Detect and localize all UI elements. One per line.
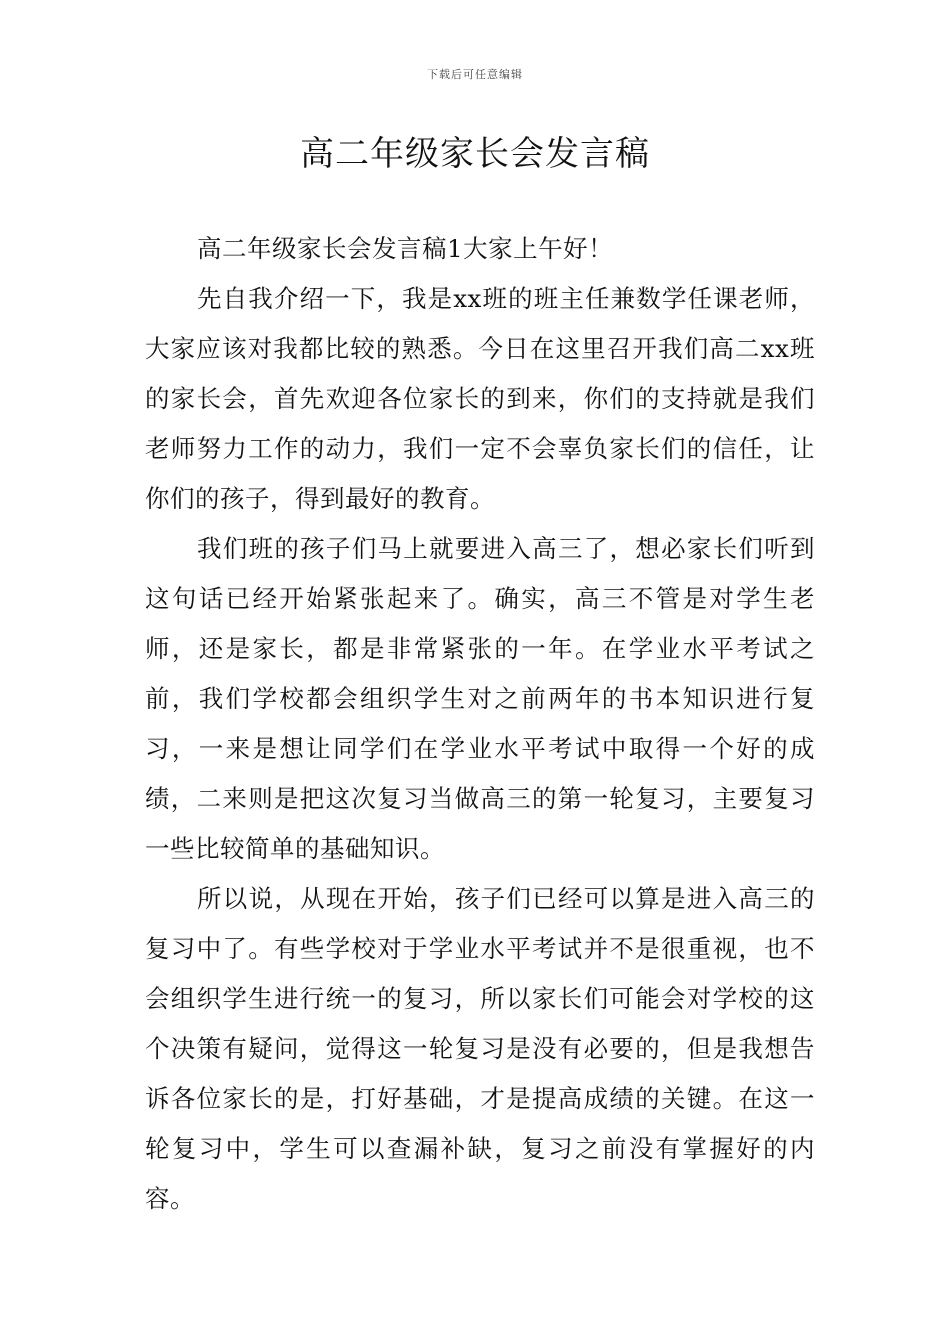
paragraph: 我们班的孩子们马上就要进入高三了，想必家长们听到这句话已经开始紧张起来了。确实，高三不管是对学生老师，还是家长，都是非常紧张的一年。在学业水平考试之前，我们学校都会组织学生对之前两年的书本知识进行复习，一来是想让同学们在学业水平考试中取得一个好的成绩，二来则是把这次复习当做高三的第一轮复习，主要复习一些比较简单的基础知识。 (145, 534, 815, 863)
paragraph: 所以说，从现在开始，孩子们已经可以算是进入高三的复习中了。有些学校对于学业水平考试并不是很重视，也不会组织学生进行统一的复习，所以家长们可能会对学校的这个决策有疑问，觉得这一轮复习是没有必要的，但是我想告诉各位家长的是，打好基础，才是提高成绩的关键。在这一轮复习中，学生可以查漏补缺，复习之前没有掌握好的内容。 (145, 884, 815, 1213)
header-note: 下载后可任意编辑 (427, 68, 523, 81)
paragraph: 高二年级家长会发言稿1大家上午好！ (197, 234, 614, 263)
document-title: 高二年级家长会发言稿 (300, 134, 650, 174)
paragraph: 先自我介绍一下，我是xx班的班主任兼数学任课老师，大家应该对我都比较的熟悉。今日在这里召开我们高二xx班的家长会，首先欢迎各位家长的到来，你们的支持就是我们老师努力工作的动力，我们一定不会辜负家长们的信任，让你们的孩子，得到最好的教育。 (145, 284, 815, 513)
document-body (145, 224, 815, 1224)
